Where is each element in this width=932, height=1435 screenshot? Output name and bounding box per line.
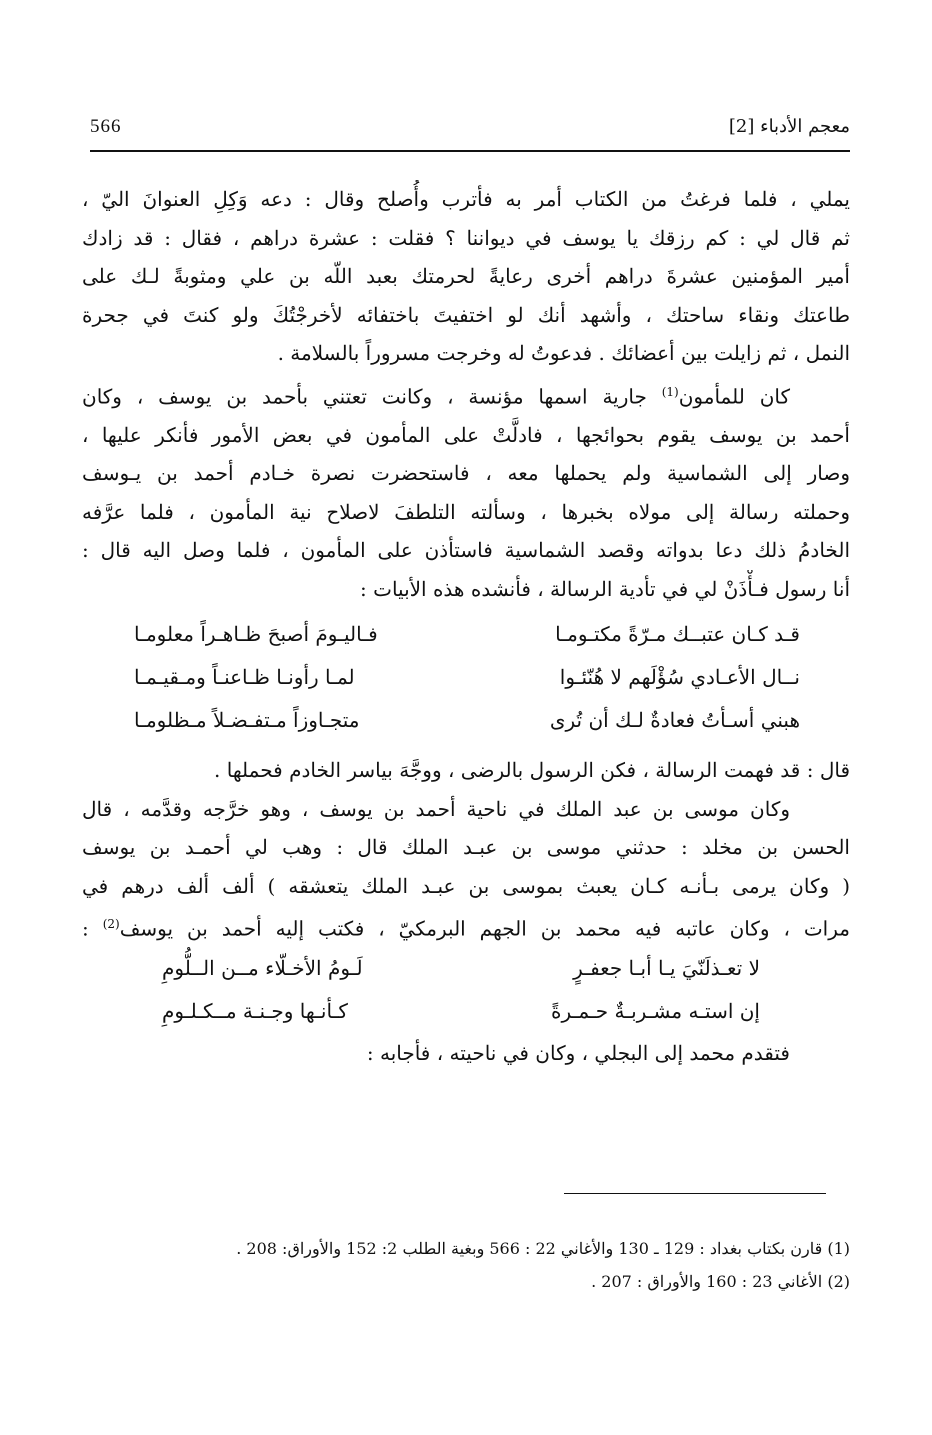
- verse-hemistich-right: إن استـه مشـربـةٌ حـمـرةً: [550, 999, 760, 1024]
- verse-hemistich-left: لَـومُ الأخـلّاء مــن الــلُّومِ: [162, 956, 363, 981]
- text-line: قال : قد فهمت الرسالة ، فكن الرسول بالرضى ، ووجَّهَ بياسر الخادم فحملها .: [214, 758, 850, 783]
- text-line: طاعتك ونقاء ساحتك ، وأشهد أنك لو اختفيتَ باختفائه لأخرجْتُكَ ولو كنتَ في جحرة: [82, 302, 850, 327]
- text-line: [82, 905, 850, 948]
- text-span: كان للمأمون: [678, 384, 790, 409]
- running-head: معجم الأدباء [2]: [728, 116, 850, 137]
- text-line: أحمد بن يوسف يقوم بحوائجها ، فادلَّتْ على المأمون في بعض الأمور فأنكر عليها ،: [82, 422, 850, 447]
- text-line: ثم قال لي : كم رزقك يا يوسف في ديواننا ؟ فقلت : عشرة دراهم ، فقال : قد زادك: [82, 225, 850, 250]
- verse-line: [82, 991, 850, 1034]
- paragraph-start: [82, 373, 850, 416]
- footnote-ref: (1): [661, 384, 679, 399]
- text-line: أنا رسول فـأْذَنْ لي في تأدية الرسالة ، فأنشده هذه الأبيات :: [360, 576, 850, 601]
- text-span: مرات ، وكان عاتبه فيه محمد بن الجهم البرمكيّ ، فكتب إليه أحمد بن يوسف: [119, 916, 850, 941]
- footnote: (2) الأغاني 23 : 160 والأوراق : 207 .: [591, 1272, 850, 1291]
- verse-hemistich-right: لا تعـذلَنّيَ يـا أبـا جعفـرٍ: [573, 956, 760, 981]
- verse-line: [82, 700, 850, 743]
- text-line: النمل ، ثم زايلت بين أعضائك . فدعوتُ له وخرجت مسروراً بالسلامة .: [277, 341, 850, 365]
- text-line: الحسن بن مخلد : حدثني موسى بن عبـد الملك قال : وهب لي أحمـد بن يوسف: [82, 835, 850, 860]
- footnote-ref: (2): [102, 917, 120, 932]
- verse-hemistich-right: نــال الأعـادي سُؤْلَهم لا هُنّئـوا: [559, 665, 800, 690]
- text-line: وحملته رسالة إلى مولاه بخبرها ، وسألته التلطفَ لاصلاح نية المأمون ، فلما عرَّفه: [82, 499, 850, 524]
- footnote: (1) قارن بكتاب بغداد : 129 ـ 130 والأغاني 22 : 566 وبغية الطلب 2: 152 والأوراق: 208 .: [236, 1239, 850, 1258]
- body-text: [82, 180, 850, 1073]
- text-line: فتقدم محمد إلى البجلي ، وكان في ناحيته ، فأجابه :: [366, 1041, 790, 1066]
- text-line: أمير المؤمنين عشرةَ دراهم أخرى رعايةً لحرمتك بعبد اللّه بن علي ومثوبةً لـك على: [82, 264, 850, 288]
- text-line: الخادمُ ذلك دعا بدواته وقصد الشماسية فاستأذن على المأمون ، فلما وصل اليه قال :: [82, 538, 850, 563]
- verse-line: [82, 614, 850, 657]
- page-number: 566: [90, 116, 122, 137]
- verse-line: [82, 948, 850, 991]
- verse-hemistich-left: فـاليـومَ أصبحَ ظـاهـراً معلومـا: [134, 622, 378, 647]
- verse-hemistich-left: لمـا رأونـا ظـاعنـاً ومـقيـمـا: [134, 665, 355, 690]
- text-line: وكان موسى بن عبد الملك في ناحية أحمد بن يوسف ، وهو خرَّجه وقدَّمه ، قال: [82, 796, 790, 821]
- verse-hemistich-right: قـد كـان عتبــك مـرّةً مكتـومـا: [555, 622, 800, 647]
- page-header: [90, 116, 850, 146]
- footnote-rule: [564, 1193, 826, 1194]
- verse-hemistich-right: هبني أسـأتُ فعادةٌ لـك أن تُرى: [549, 708, 800, 733]
- verse-hemistich-left: كـأنـها وجـنـة مــكـلـومِ: [162, 999, 348, 1024]
- text-line: ( وكان يرمى بـأنـه كـان يعبث بموسى بن عبـد الملك يتعشقه ) ألف ألف درهم في: [82, 873, 850, 898]
- header-rule: [90, 150, 850, 152]
- text-line: يملي ، فلما فرغتُ من الكتاب أمر به فأترب وأُصلح وقال : دعه وَكِلِ العنوانَ اليّ ،: [82, 187, 850, 211]
- text-line: وصار إلى الشماسية ولم يحملها معه ، فاستحضرت نصرة خـادم أحمد بن يـوسف: [82, 461, 850, 486]
- verse-line: [82, 657, 850, 700]
- footnotes: [140, 1232, 850, 1298]
- text-span: :: [82, 916, 103, 941]
- text-span: جارية اسمها مؤنسة ، وكانت تعتني بأحمد بن يوسف ، وكان: [82, 384, 662, 409]
- verse-hemistich-left: متجـاوزاً مـتفـضـلاً مـظلومـا: [134, 708, 360, 733]
